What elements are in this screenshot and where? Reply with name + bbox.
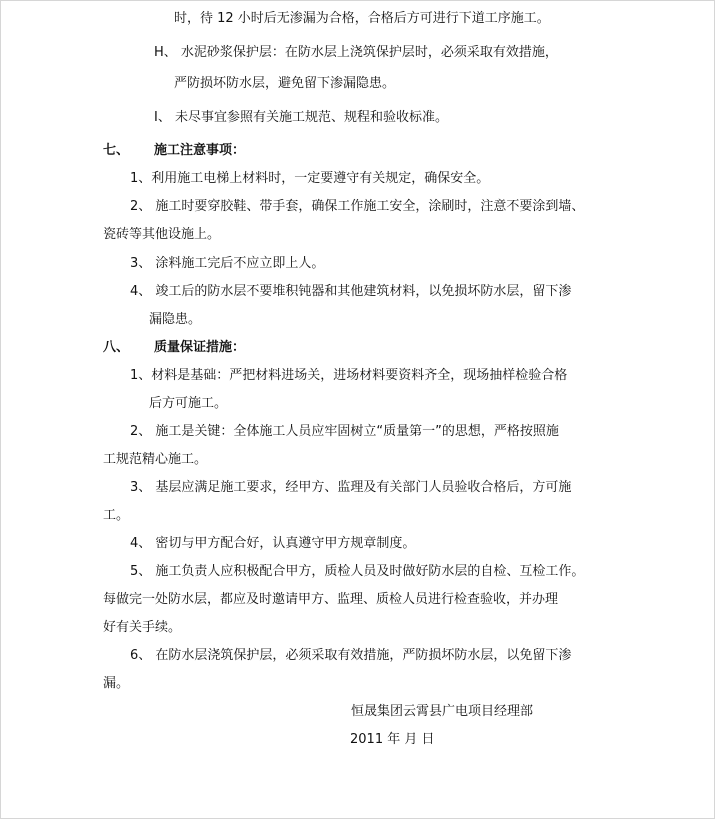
text-line: 漏隐患。	[149, 312, 202, 327]
text-line: 5、 施工负责人应积极配合甲方，质检人员及时做好防水层的自检、互检工作。	[130, 564, 585, 579]
section-number: 八、	[103, 340, 130, 355]
text-line: 4、 竣工后的防水层不要堆积钝器和其他建筑材料，以免损坏防水层，留下渗	[130, 284, 572, 299]
text-line: 2、 施工时要穿胶鞋、带手套，确保工作施工安全，涂刷时，注意不要涂到墙、	[130, 199, 585, 214]
text-line: H、 水泥砂浆保护层：在防水层上浇筑保护层时，必须采取有效措施，	[154, 45, 558, 60]
text-line: 6、 在防水层浇筑保护层，必须采取有效措施，严防损坏防水层，以免留下渗	[130, 648, 572, 663]
text-line: 2、 施工是关键：全体施工人员应牢固树立“质量第一”的思想，严格按照施	[130, 424, 559, 439]
signature-org: 恒晟集团云霄县广电项目经理部	[351, 704, 534, 719]
section-heading: 施工注意事项：	[154, 143, 246, 158]
signature-date: 2011 年 月 日	[350, 732, 435, 747]
section-heading: 质量保证措施：	[154, 340, 246, 355]
text-line: 工。	[103, 508, 130, 523]
text-line: 3、 涂料施工完后不应立即上人。	[130, 256, 325, 271]
text-line: 1、利用施工电梯上材料时，一定要遵守有关规定，确保安全。	[130, 171, 490, 186]
text-line: 工规范精心施工。	[103, 452, 208, 467]
text-line: 4、 密切与甲方配合好，认真遵守甲方规章制度。	[130, 536, 416, 551]
text-line: I、 未尽事宜参照有关施工规范、规程和验收标准。	[154, 110, 448, 125]
text-line: 漏。	[103, 676, 130, 691]
text-line: 1、材料是基础：严把材料进场关，进场材料要资料齐全，现场抽样检验合格	[130, 368, 568, 383]
text-line: 后方可施工。	[149, 396, 228, 411]
section-number: 七、	[103, 143, 130, 158]
text-line: 每做完一处防水层，都应及时邀请甲方、监理、质检人员进行检查验收，并办理	[103, 592, 559, 607]
text-line: 瓷砖等其他设施上。	[103, 227, 221, 242]
text-line: 严防损坏防水层，避免留下渗漏隐患。	[174, 76, 396, 91]
text-line: 3、 基层应满足施工要求，经甲方、监理及有关部门人员验收合格后，方可施	[130, 480, 572, 495]
text-line: 时，待 12 小时后无渗漏为合格，合格后方可进行下道工序施工。	[174, 11, 550, 26]
text-line: 好有关手续。	[103, 620, 182, 635]
